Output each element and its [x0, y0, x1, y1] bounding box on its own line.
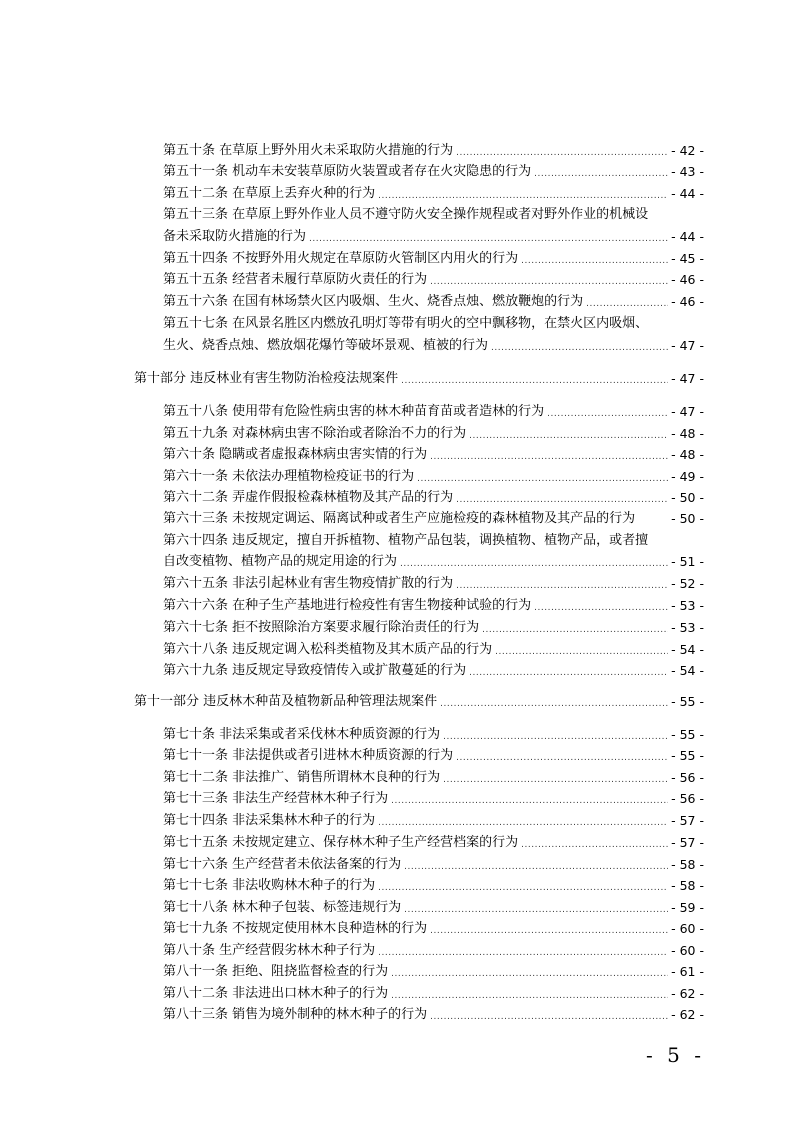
dot-leader — [456, 751, 668, 765]
toc-entry[interactable] — [163, 403, 704, 421]
toc-entry[interactable] — [163, 337, 704, 355]
dot-leader — [469, 429, 668, 443]
toc-page-number: - 46 - — [671, 272, 704, 287]
toc-entry[interactable] — [163, 425, 704, 443]
dot-leader — [378, 946, 668, 960]
toc-entry-title: 第八十二条 非法进出口林木种子的行为 — [163, 986, 389, 1001]
toc-page-number: - 58 - — [671, 857, 704, 872]
toc-entry[interactable] — [163, 468, 704, 486]
dot-leader — [456, 579, 668, 593]
toc-entry[interactable] — [163, 575, 704, 593]
toc-page-number: - 60 - — [671, 921, 704, 936]
toc-entry[interactable] — [163, 489, 704, 507]
toc-page-number: - 49 - — [671, 469, 704, 484]
toc-entry[interactable] — [163, 597, 704, 615]
toc-entry[interactable] — [163, 228, 704, 246]
toc-entry[interactable] — [163, 963, 704, 981]
toc-entry-title: 第七十三条 非法生产经营林木种子行为 — [163, 791, 389, 806]
dot-leader — [547, 407, 668, 421]
toc-entry[interactable] — [163, 985, 704, 1003]
toc-entry-title: 第七十八条 林木种子包装、标签违规行为 — [163, 900, 402, 915]
toc-page-number: - 53 - — [671, 598, 704, 613]
toc-entry[interactable] — [163, 1006, 704, 1024]
toc-page-number: - 62 - — [671, 986, 704, 1001]
toc-entry-title: 第六十二条 弄虚作假报检森林植物及其产品的行为 — [163, 490, 454, 505]
toc-page-number: - 47 - — [671, 404, 704, 419]
toc-entry-title: 第七十九条 不按规定使用林木良种造林的行为 — [163, 921, 428, 936]
toc-entry[interactable] — [163, 747, 704, 765]
toc-entry-title: 第六十九条 违反规定导致疫情传入或扩散蔓延的行为 — [163, 663, 467, 678]
toc-entry-title: 自改变植物、植物产品的规定用途的行为 — [163, 554, 398, 569]
toc-entry-title: 第六十七条 拒不按照除治方案要求履行除治责任的行为 — [163, 620, 480, 635]
toc-page-number: - 46 - — [671, 294, 704, 309]
toc-entry-title: 第七十五条 未按规定建立、保存林木种子生产经营档案的行为 — [163, 835, 519, 850]
toc-entry-title: 第六十条 隐瞒或者虚报森林病虫害实情的行为 — [163, 447, 428, 462]
toc-entry[interactable] — [163, 553, 704, 571]
dot-leader — [521, 254, 668, 268]
toc-page-number: - 42 - — [671, 143, 704, 158]
toc-entry-title: 第十部分 违反林业有害生物防治检疫法规案件 — [134, 371, 399, 386]
toc-page-number: - 47 - — [671, 371, 704, 386]
dot-leader — [456, 493, 668, 507]
toc-entry-line: 第六十四条 违反规定，擅自开拆植物、植物产品包装，调换植物、植物产品，或者擅 — [163, 533, 649, 548]
dot-leader — [430, 924, 668, 938]
toc-section[interactable] — [134, 370, 704, 388]
toc-entry[interactable] — [163, 510, 704, 528]
toc-entry-title: 第六十五条 非法引起林业有害生物疫情扩散的行为 — [163, 576, 454, 591]
toc-page-number: - 43 - — [671, 164, 704, 179]
page-number: - 5 - — [646, 1043, 705, 1067]
toc-entry-title: 第五十四条 不按野外用火规定在草原防火管制区内用火的行为 — [163, 251, 519, 266]
toc-entry-line: 第五十三条 在草原上野外作业人员不遵守防火安全操作规程或者对野外作业的机械设 — [163, 207, 649, 222]
toc-entry-title: 第五十六条 在国有林场禁火区内吸烟、生火、烧香点烛、燃放鞭炮的行为 — [163, 294, 584, 309]
dot-leader — [400, 557, 668, 571]
toc-entry[interactable] — [163, 250, 704, 268]
dot-leader — [495, 645, 668, 659]
toc-page-number: - 44 - — [671, 186, 704, 201]
dot-leader — [417, 472, 668, 486]
toc-page-number: - 54 - — [671, 642, 704, 657]
toc-entry-title: 第七十四条 非法采集林木种子的行为 — [163, 813, 376, 828]
toc-entry-title: 第六十一条 未依法办理植物检疫证书的行为 — [163, 469, 415, 484]
toc-page-number: - 55 - — [671, 694, 704, 709]
dot-leader — [430, 1010, 668, 1024]
dot-leader — [391, 989, 668, 1003]
toc-entry-title: 第七十条 非法采集或者采伐林木种质资源的行为 — [163, 727, 441, 742]
toc-page-number: - 56 - — [671, 791, 704, 806]
toc-entry[interactable] — [163, 271, 704, 289]
toc-entry[interactable] — [163, 812, 704, 830]
toc-entry[interactable] — [163, 877, 704, 895]
toc-entry-title: 第六十八条 违反规定调入松科类植物及其木质产品的行为 — [163, 642, 493, 657]
dot-leader — [404, 903, 668, 917]
dot-leader — [534, 601, 668, 615]
dot-leader — [534, 167, 668, 181]
toc-entry[interactable] — [163, 856, 704, 874]
toc-entry[interactable] — [163, 185, 704, 203]
toc-page-number: - 61 - — [671, 964, 704, 979]
toc-page-number: - 51 - — [671, 554, 704, 569]
dot-leader — [443, 730, 668, 744]
toc-page-number: - 52 - — [671, 576, 704, 591]
dot-leader — [309, 232, 668, 246]
dot-leader — [404, 860, 668, 874]
toc-entry-title: 第七十二条 非法推广、销售所谓林木良种的行为 — [163, 770, 441, 785]
dot-leader — [440, 697, 668, 711]
dot-leader — [456, 146, 668, 160]
toc-entry[interactable] — [163, 619, 704, 637]
toc-entry[interactable] — [163, 834, 704, 852]
toc-entry-title: 第六十六条 在种子生产基地进行检疫性有害生物接种试验的行为 — [163, 598, 532, 613]
toc-entry[interactable] — [163, 293, 704, 311]
toc-entry-title: 第八十条 生产经营假劣林木种子行为 — [163, 943, 376, 958]
toc-entry-title: 第七十六条 生产经营者未依法备案的行为 — [163, 857, 402, 872]
toc-entry-title: 第五十二条 在草原上丢弃火种的行为 — [163, 186, 376, 201]
toc-entry-title: 第五十条 在草原上野外用火未采取防火措施的行为 — [163, 143, 454, 158]
dot-leader — [391, 794, 668, 808]
toc-entry[interactable] — [163, 726, 704, 744]
toc-page-number: - 59 - — [671, 900, 704, 915]
toc-entry-title: 备未采取防火措施的行为 — [163, 229, 307, 244]
dot-leader — [469, 666, 668, 680]
dot-leader — [378, 189, 668, 203]
toc-entry-line: 第五十七条 在风景名胜区内燃放孔明灯等带有明火的空中飘移物，在禁火区内吸烟、 — [163, 316, 649, 331]
toc-page-number: - 58 - — [671, 878, 704, 893]
dot-leader — [521, 838, 668, 852]
toc-entry-title: 第七十七条 非法收购林木种子的行为 — [163, 878, 376, 893]
toc-page-number: - 56 - — [671, 770, 704, 785]
toc-page-number: - 50 - — [671, 490, 704, 505]
toc-entry-title: 第五十一条 机动车未安装草原防火装置或者存在火灾隐患的行为 — [163, 164, 532, 179]
toc-page-number: - 54 - — [671, 663, 704, 678]
toc-entry[interactable] — [163, 163, 704, 181]
toc-entry-title: 第八十一条 拒绝、阻挠监督检查的行为 — [163, 964, 389, 979]
toc-entry-title: 第八十三条 销售为境外制种的林木种子的行为 — [163, 1007, 428, 1022]
dot-leader — [401, 374, 668, 388]
toc-entry[interactable] — [163, 920, 704, 938]
toc-page-number: - 50 - — [671, 511, 704, 526]
dot-leader — [443, 773, 668, 787]
dot-leader — [430, 275, 668, 289]
toc-entry[interactable] — [163, 142, 704, 160]
toc-entry[interactable] — [163, 790, 704, 808]
dot-leader — [491, 341, 668, 355]
toc-page-number: - 48 - — [671, 447, 704, 462]
toc-page-number: - 48 - — [671, 426, 704, 441]
toc-page-number: - 62 - — [671, 1007, 704, 1022]
toc-entry[interactable] — [163, 446, 704, 464]
toc-page-number: - 55 - — [671, 727, 704, 742]
toc-page-number: - 60 - — [671, 943, 704, 958]
dot-leader — [586, 297, 668, 311]
toc-entry-title: 第五十八条 使用带有危险性病虫害的林木种苗育苗或者造林的行为 — [163, 404, 545, 419]
toc-entry-title: 第五十五条 经营者未履行草原防火责任的行为 — [163, 272, 428, 287]
toc-entry[interactable] — [163, 662, 704, 680]
toc-page-number: - 44 - — [671, 229, 704, 244]
toc-entry-title: 第五十九条 对森林病虫害不除治或者除治不力的行为 — [163, 426, 467, 441]
toc-section[interactable] — [134, 693, 704, 711]
toc-page-number: - 53 - — [671, 620, 704, 635]
toc-entry-title: 第十一部分 违反林木种苗及植物新品种管理法规案件 — [134, 694, 438, 709]
toc-page-number: - 55 - — [671, 748, 704, 763]
toc-entry[interactable] — [163, 899, 704, 917]
toc-entry-title: 第六十三条 未按规定调运、隔离试种或者生产应施检疫的森林植物及其产品的行为 — [163, 511, 636, 526]
dot-leader — [378, 816, 668, 830]
toc-page-number: - 57 - — [671, 835, 704, 850]
toc-page-number: - 47 - — [671, 338, 704, 353]
toc-entry-title: 第七十一条 非法提供或者引进林木种质资源的行为 — [163, 748, 454, 763]
toc-page-number: - 57 - — [671, 813, 704, 828]
dot-leader — [391, 967, 668, 981]
toc-entry[interactable] — [163, 769, 704, 787]
toc-entry[interactable] — [163, 641, 704, 659]
toc-entry-title: 生火、烧香点烛、燃放烟花爆竹等破坏景观、植被的行为 — [163, 338, 489, 353]
dot-leader — [378, 881, 668, 895]
dot-leader — [430, 450, 668, 464]
toc-page-number: - 45 - — [671, 251, 704, 266]
toc-entry[interactable] — [163, 942, 704, 960]
dot-leader — [482, 623, 668, 637]
